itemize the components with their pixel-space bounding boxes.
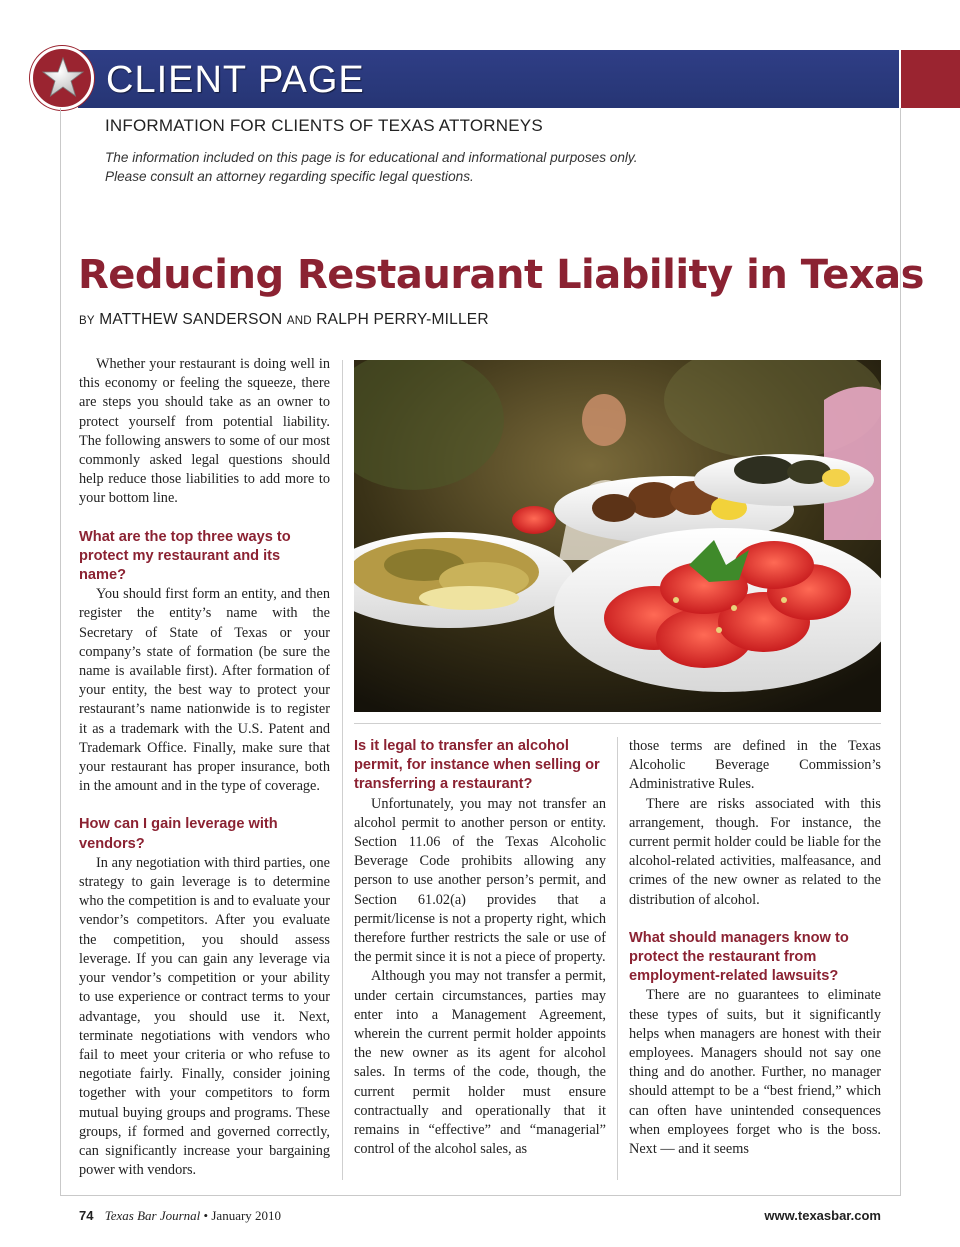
section-heading-managers: What should managers know to protect the restaurant from employment-related lawsuits? [629, 929, 849, 985]
byline-author-1: MATTHEW SANDERSON [99, 311, 283, 328]
page-frame-left [60, 108, 61, 1196]
star-logo [30, 46, 94, 110]
section-heading-alcohol: Is it legal to transfer an alcohol permit, for instance when selling or transferring a restaurant? [354, 738, 600, 793]
byline [79, 311, 489, 329]
section-paragraph-protect: You should first form an entity, and then register the entity’s name with the Secretary of State of Texas or your company’s state of formation (be sure the name is available first). After formation of your entity, the best way to protect your restaurant’s name nationwide is to register it as a trademark with the U.S. Patent and Trademark Office. Finally, make sure that your restaurant has proper insurance, both in the amount and in the type of coverage. [79, 586, 330, 795]
page-subtitle: INFORMATION FOR CLIENTS OF TEXAS ATTORNEYS [105, 116, 543, 135]
star-icon [37, 52, 89, 104]
byline-and: AND [286, 315, 312, 327]
header-band-accent [900, 50, 960, 108]
column-2 [354, 737, 606, 1159]
article-title: Reducing Restaurant Liability in Texas [78, 252, 924, 298]
section-paragraph-alcohol-2: Although you may not transfer a permit, under certain circumstances, parties may enter into a Management Agreement, wherein the current permit holder appoints the new owner as its agent for alcohol sales. In terms of the code, though, the current permit holder must ensure contractually and operationally that it remains in “effective” and “managerial” control of the alcohol sales, as [354, 968, 606, 1158]
issue-date: January 2010 [211, 1208, 282, 1223]
journal-name: Texas Bar Journal [104, 1208, 201, 1223]
column-rule-2 [617, 737, 618, 1180]
section-paragraph-vendors: In any negotiation with third parties, one strategy to gain leverage is to determine who the competition is and to evaluate your vendor’s competitors. After you evaluate the competition, you should assess leverage. If you can gain any leverage via your vendor’s competition or your ability to use experience or contract terms to your advantage, you should use it. Next, terminate negotiations with vendors who fail to meet your criteria or who refuse to negotiate fairly. Finally, consider joining together with your competitors to form mutual buying groups and programs. These groups, if formed and governed correctly, can significantly increase your bargaining power with vendors. [79, 854, 330, 1179]
section-paragraph-alcohol-1: Unfortunately, you may not transfer an alcohol permit to another person or entity. Section 11.06 of the Texas Alcoholic Beverage Code prohibits allowing any person to use another person’s permit, and Section 61.02(a) provides that a permit/license is not a property right, which therefore further restricts the sale or use of the permit since it is not a piece of property. [354, 795, 606, 966]
disclaimer-line-1: The information included on this page is for educational and informational purposes only. [105, 150, 638, 165]
disclaimer [105, 148, 745, 186]
page-footer [79, 1208, 281, 1224]
column-3 [629, 737, 881, 1159]
section-paragraph-risks: There are risks associated with this arrangement, though. For instance, the current permit holder could be liable for the alcohol-related activities, malfeasance, and crimes of the new owner as related to the distribution of alcohol. [629, 795, 881, 908]
section-heading-vendors: How can I gain leverage with vendors? [79, 816, 278, 852]
continued-text: those terms are defined in the Texas Alcoholic Beverage Commission’s Administrative Rules. [629, 738, 881, 793]
column-rule-1 [342, 360, 343, 1180]
column-1 [79, 355, 330, 1180]
page-frame-bottom [60, 1195, 901, 1196]
photo-rule [354, 723, 881, 724]
byline-by: BY [79, 315, 95, 327]
disclaimer-line-2: Please consult an attorney regarding specific legal questions. [105, 169, 474, 184]
restaurant-food-photo [354, 360, 881, 712]
banner-title: CLIENT PAGE [106, 59, 365, 101]
website-link[interactable]: www.texasbar.com [764, 1208, 881, 1223]
intro-paragraph: Whether your restaurant is doing well in this economy or feeling the squeeze, there are steps you should take as an owner to protect yourself from potential liability. The following answers to some of our most commonly asked legal questions should help reduce those liabilities to add more to your bottom line. [79, 356, 330, 507]
footer-separator: • [203, 1208, 209, 1223]
section-paragraph-managers: There are no guarantees to eliminate these types of suits, but it significantly helps when managers are honest with their employees. Managers should not say one thing and do another. Further, no manager should attempt to be a “best friend,” which can often have unintended consequences when employees forget who is the boss. Next — and it seems [629, 987, 881, 1158]
page-number: 74 [79, 1208, 94, 1223]
section-heading-protect: What are the top three ways to protect my restaurant and its name? [79, 528, 291, 584]
food-plates-illustration [354, 360, 881, 712]
byline-author-2: RALPH PERRY-MILLER [316, 311, 489, 328]
header-band-divider [899, 50, 901, 108]
